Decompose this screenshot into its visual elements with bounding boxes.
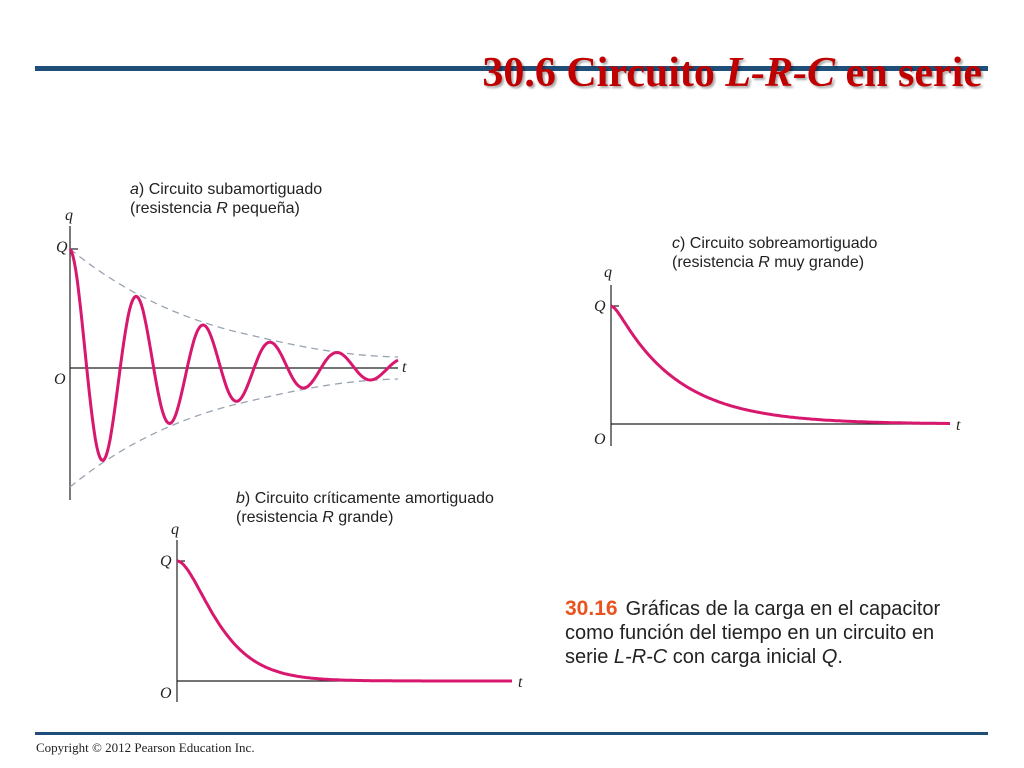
graph-underdamped xyxy=(54,207,407,500)
origin-label: O xyxy=(594,431,606,448)
panel-a-line2: (resistencia R pequeña) xyxy=(130,200,300,217)
charge-curve xyxy=(70,249,398,461)
q-label: Q xyxy=(160,553,172,570)
caption-line3: serie L-R-C con carga inicial Q. xyxy=(565,646,843,668)
panel-b-title xyxy=(236,489,494,527)
x-axis-label: t xyxy=(402,359,407,376)
graph-overdamped xyxy=(594,264,961,448)
panel-c-title xyxy=(672,234,877,272)
figure-number: 30.16 xyxy=(565,597,618,620)
panel-a-title xyxy=(130,180,322,218)
origin-label: O xyxy=(160,685,172,702)
y-axis-label: q xyxy=(65,207,73,224)
panel-b-line1: b) Circuito críticamente amortiguado xyxy=(236,490,494,507)
graph-critically-damped xyxy=(160,521,523,702)
q-label: Q xyxy=(594,298,606,315)
y-axis-label: q xyxy=(171,521,179,538)
panel-a-line1: a) Circuito subamortiguado xyxy=(130,181,323,198)
slide-title: 30.6 Circuito L-R-C en serie xyxy=(482,50,982,96)
upper-envelope xyxy=(70,249,398,357)
lower-envelope xyxy=(70,379,398,487)
panel-b-line2: (resistencia R grande) xyxy=(236,509,394,526)
footer-rule xyxy=(35,732,988,735)
origin-label: O xyxy=(54,371,66,388)
panel-c-line1: c) Circuito sobreamortiguado xyxy=(672,235,878,252)
caption-line2: como función del tiempo en un circuito en xyxy=(565,622,935,644)
q-label: Q xyxy=(56,239,68,256)
x-axis-label: t xyxy=(518,674,523,691)
panel-c-line2: (resistencia R muy grande) xyxy=(672,254,865,271)
copyright-notice: Copyright © 2012 Pearson Education Inc. xyxy=(36,740,255,755)
figure-caption xyxy=(565,597,985,669)
x-axis-label: t xyxy=(956,417,961,434)
charge-curve xyxy=(177,561,512,681)
caption-line1: 30.16 Gráficas de la carga en el capacitor xyxy=(565,597,941,620)
charge-curve xyxy=(611,306,950,424)
y-axis-label: q xyxy=(604,264,612,281)
